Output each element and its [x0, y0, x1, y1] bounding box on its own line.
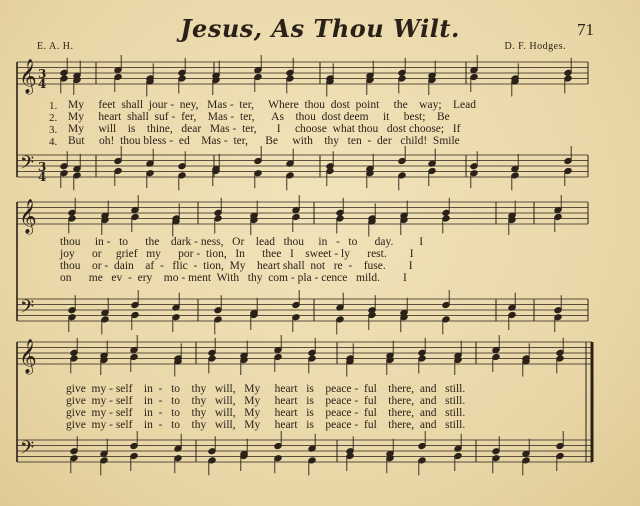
lyric-line: give my - self in - to thy will, My heart is peace - ful there, and still.: [66, 383, 466, 395]
time-signature: 3: [38, 67, 47, 81]
lyric-line: thou in - to the dark - ness, Or lead thou in - to day. I: [60, 236, 424, 248]
lyric-line: My feet shall jour - ney, Mas - ter, Where thou dost point the way; Lead: [68, 99, 477, 111]
hymn-title: Jesus, As Thou Wilt.: [180, 14, 460, 43]
time-signature: 4: [38, 170, 47, 184]
time-signature: 4: [38, 77, 47, 91]
clef-glyph: 𝄞: [19, 339, 37, 374]
clef-glyph: 𝄞: [19, 59, 37, 94]
lyric-line: give my - self in - to thy will, My heart is peace - ful there, and still.: [66, 395, 466, 407]
lyric-line: give my - self in - to thy will, My heart is peace - ful there, and still.: [66, 419, 466, 431]
lyric-line: But oh! thou bless - ed Mas - ter, Be with thy ten - der child! Smile: [68, 135, 460, 147]
lyric-line: My heart shall suf - fer, Mas - ter, As thou dost deem it best; Be: [68, 111, 450, 123]
lyric-line: My will is thine, dear Mas - ter, I choose what thou dost choose; If: [68, 123, 461, 135]
verse-number: 3.: [49, 124, 58, 136]
time-signature: 3: [38, 160, 47, 174]
lyric-line: thou or - dain af - flic - tion, My heart shall not re - fuse. I: [60, 260, 413, 272]
verse-number: 2.: [49, 112, 58, 124]
clef-glyph: 𝄢: [20, 297, 35, 322]
clef-glyph: 𝄢: [20, 438, 35, 463]
lyric-line: give my - self in - to thy will, My heart is peace - ful there, and still.: [66, 407, 466, 419]
lyric-line: joy or grief my por - tion, In thee I sweet - ly rest. I: [60, 248, 414, 260]
clef-glyph: 𝄞: [19, 199, 37, 234]
page-number: 71: [577, 20, 594, 39]
verse-number: 1.: [49, 100, 58, 112]
composer-credit: D. F. Hodges.: [504, 41, 566, 52]
lyric-line: on me ev - ery mo - ment With thy com - pla - cence mild. I: [60, 272, 407, 284]
clef-glyph: 𝄢: [20, 153, 35, 178]
verse-number: 4.: [49, 136, 58, 148]
lyricist-credit: E. A. H.: [37, 41, 74, 52]
